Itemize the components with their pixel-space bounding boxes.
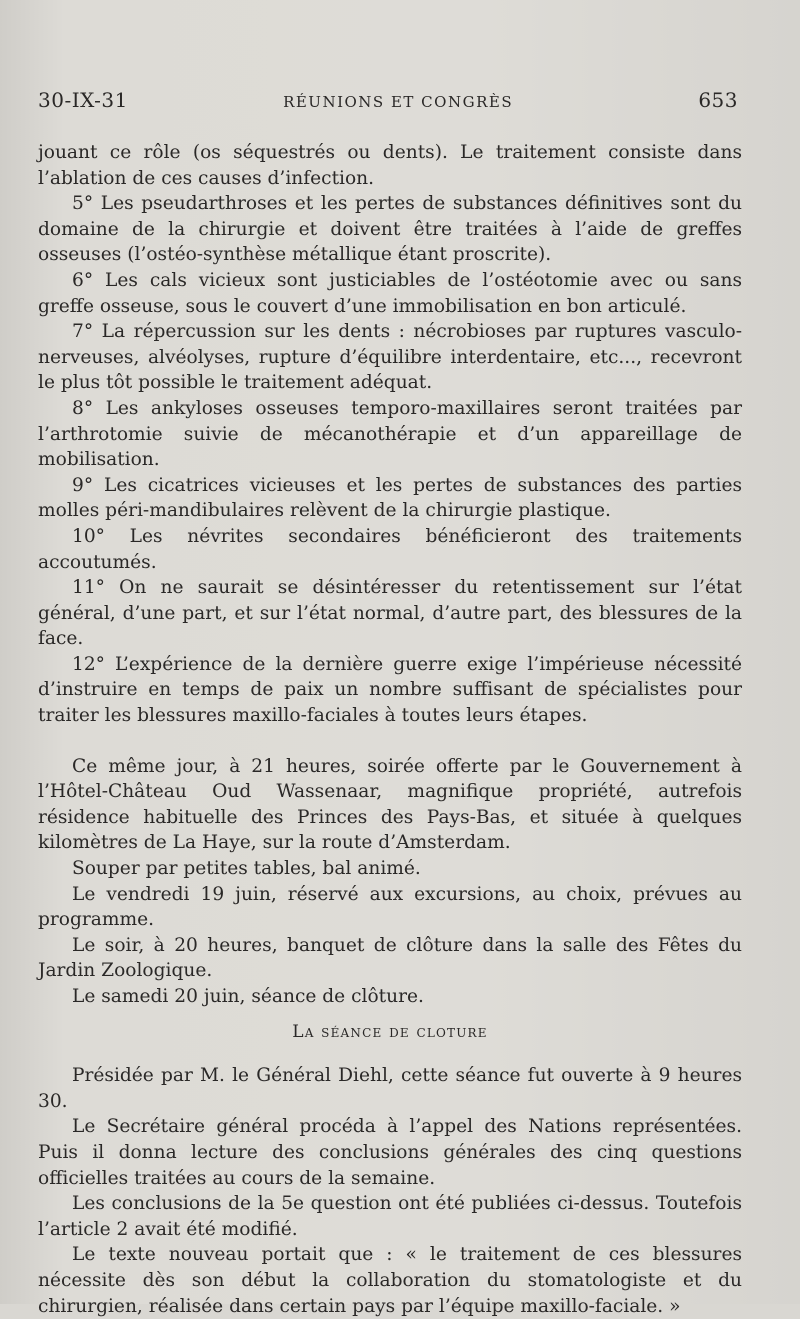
paragraph: jouant ce rôle (os séquestrés ou dents). Le traitement consiste dans l’ablation de ces causes d’infection. <box>38 142 742 189</box>
paragraph: Le texte nouveau portait que : « le traitement de ces blessures nécessite dès son début la collaboration du stomatologiste et du chirurgien, réalisée dans certain pays par l’équipe maxillo-faciale. » <box>38 1244 742 1317</box>
header-date: 30-IX-31 <box>38 88 128 112</box>
paragraph: Ce même jour, à 21 heures, soirée offerte par le Gouvernement à l’Hôtel-Château Oud Wassenaar, magnifique propriété, autrefois résidence habituelle des Princes des Pays-Bas, et située à quelques kilomètres de La Haye, sur la route d’Amsterdam. <box>38 755 742 854</box>
paragraph: Souper par petites tables, bal animé. <box>72 858 421 880</box>
paragraph: 8° Les ankyloses osseuses temporo-maxillaires seront traitées par l’arthrotomie suivie de mécanothérapie et d’un appareillage de mobilisation. <box>38 397 742 471</box>
paragraph: 11° On ne saurait se désintéresser du retentissement sur l’état général, d’une part, et sur l’état normal, d’autre part, des blessures de la face. <box>38 577 742 650</box>
spacer <box>38 729 742 754</box>
paragraph: Présidée par M. le Général Diehl, cette séance fut ouverte à 9 heures 30. <box>38 1065 742 1112</box>
paragraph: Le Secrétaire général procéda à l’appel des Nations représentées. Puis il donna lecture des conclusions générales des cinq questions officielles traitées au cours de la semaine. <box>38 1116 742 1189</box>
paragraph: 6° Les cals vicieux sont justiciables de l’ostéotomie avec ou sans greffe osseuse, sous le couvert d’une immobilisation en bon articulé. <box>38 269 742 317</box>
page-body <box>38 140 742 1319</box>
paragraph: 5° Les pseudarthroses et les pertes de substances définitives sont du domaine de la chirurgie et doivent être traitées à l’aide de greffes osseuses (l’ostéo-synthèse métallique étant proscrite). <box>38 193 742 266</box>
paragraph: 10° Les névrites secondaires bénéficieront des traitements accoutumés. <box>38 525 742 573</box>
page-number: 653 <box>698 88 738 112</box>
section-title: La séance de cloture <box>292 1021 488 1042</box>
paragraph: Le samedi 20 juin, séance de clôture. <box>72 986 424 1007</box>
paragraph: Le vendredi 19 juin, réservé aux excursions, au choix, prévues au programme. <box>38 883 742 931</box>
paragraph: Le soir, à 20 heures, banquet de clôture dans la salle des Fêtes du Jardin Zoologique. <box>38 934 742 982</box>
paragraph: 9° Les cicatrices vicieuses et les pertes de substances des parties molles péri-mandibulaires relèvent de la chirurgie plastique. <box>38 474 742 522</box>
header-title: RÉUNIONS ET CONGRÈS <box>283 93 514 111</box>
paragraph: Les conclusions de la 5e question ont été publiées ci-dessus. Toutefois l’article 2 avait été modifié. <box>38 1193 742 1240</box>
paragraph: 12° L’expérience de la dernière guerre exige l’impérieuse nécessité d’instruire en temps de paix un nombre suffisant de spécialistes pour traiter les blessures maxillo-faciales à toutes leurs étapes. <box>38 653 742 727</box>
paragraph: 7° La répercussion sur les dents : nécrobioses par ruptures vasculo-nerveuses, alvéolyses, rupture d’équilibre interdentaire, etc..., recevront le plus tôt possible le traitement adéquat. <box>38 321 742 394</box>
running-header <box>38 88 738 112</box>
